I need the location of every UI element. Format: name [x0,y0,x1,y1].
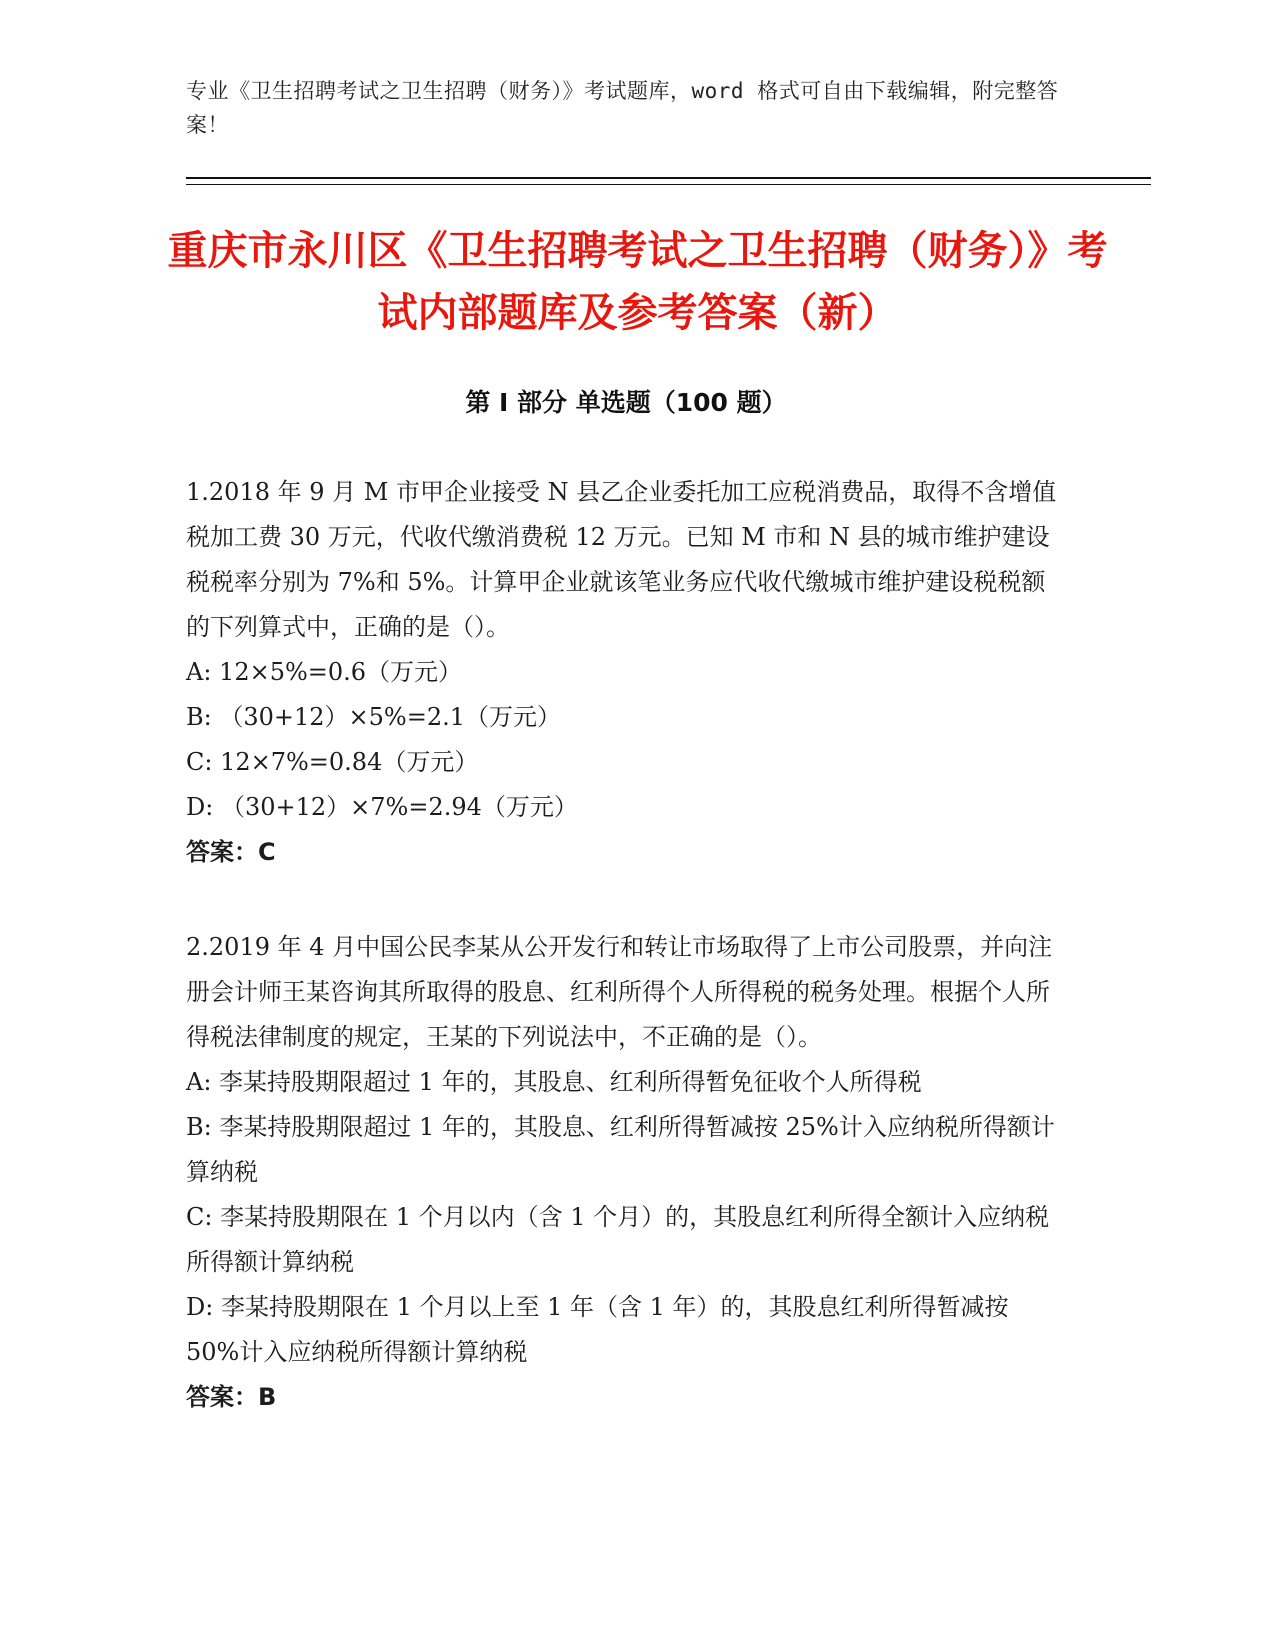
question-stem: 1.2018 年 9 月 M 市甲企业接受 N 县乙企业委托加工应税消费品，取得不含增值税加工费 30 万元，代收代缴消费税 12 万元。已知 M 市和 N 县的城市维护建设税税率分别为 7%和 5%。计算甲企业就该笔业务应代收代缴城市维护建设税税额的下列算式中，正确的是（）。 [186,478,1057,641]
question-1 [186,470,1066,875]
header-note: 专业《卫生招聘考试之卫生招聘（财务）》考试题库，word 格式可自由下载编辑，附完整答案！ [186,79,1059,137]
option-a: A: 12×5%=0.6（万元） [186,658,463,686]
header-divider-thin [186,184,1151,185]
option-b: B: 李某持股期限超过 1 年的，其股息、红利所得暂减按 25%计入应纳税所得额计算纳税 [186,1113,1055,1186]
option-d: D: 李某持股期限在 1 个月以上至 1 年（含 1 年）的，其股息红利所得暂减按 50%计入应纳税所得额计算纳税 [186,1293,1009,1366]
answer: 答案：C [186,838,276,866]
option-a: A: 李某持股期限超过 1 年的，其股息、红利所得暂免征收个人所得税 [186,1068,922,1096]
option-c: C: 12×7%=0.84（万元） [186,748,479,776]
document-title: 重庆市永川区《卫生招聘考试之卫生招聘（财务）》考试内部题库及参考答案（新） [167,228,1108,336]
question-2 [186,925,1066,1420]
header-divider-thick [186,177,1151,179]
answer: 答案：B [186,1383,277,1411]
option-d: D: （30+12）×7%=2.94（万元） [186,793,578,821]
option-b: B: （30+12）×5%=2.1（万元） [186,703,561,731]
question-stem: 2.2019 年 4 月中国公民李某从公开发行和转让市场取得了上市公司股票，并向注册会计师王某咨询其所取得的股息、红利所得个人所得税的税务处理。根据个人所得税法律制度的规定，王某的下列说法中，不正确的是（）。 [186,933,1053,1051]
section-heading: 第 I 部分 单选题（100 题） [465,388,787,417]
option-c: C: 李某持股期限在 1 个月以内（含 1 个月）的，其股息红利所得全额计入应纳税所得额计算纳税 [186,1203,1050,1276]
